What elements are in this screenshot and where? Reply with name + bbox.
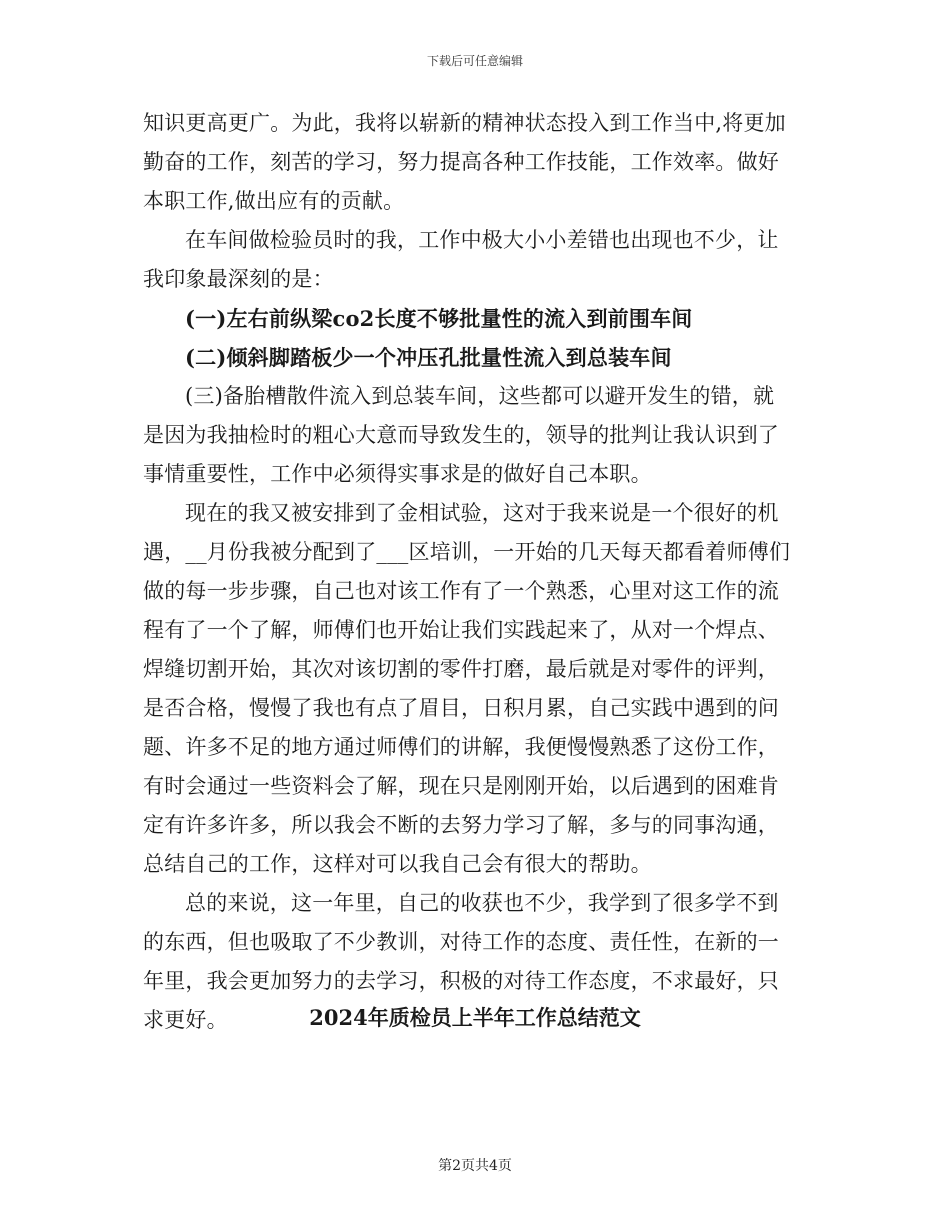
text-line: 勤奋的工作，刻苦的学习，努力提高各种工作技能，工作效率。做好 — [143, 150, 779, 174]
text-line: 本职工作,做出应有的贡献。 — [143, 189, 405, 213]
text-line: 知识更高更广。为此，我将以崭新的精神状态投入到工作当中,将更加 — [143, 111, 786, 135]
text-line: 总的来说，这一年里，自己的收获也不少，我学到了很多学不到 — [185, 891, 779, 915]
list-item-1 — [143, 299, 807, 338]
text-line: 是因为我抽检时的粗心大意而导致发生的，领导的批判让我认识到了 — [143, 423, 779, 447]
text-line: 的东西，但也吸取了不少教训，对待工作的态度、责任性，在新的一 — [143, 930, 779, 954]
text-line: 焊缝切割开始，其次对该切割的零件打磨，最后就是对零件的评判， — [143, 657, 779, 681]
text-line: 现在的我又被安排到了金相试验，这对于我来说是一个很好的机 — [185, 501, 779, 525]
page-header: 下载后可任意编辑 — [426, 54, 523, 68]
text-line: (三)备胎槽散件流入到总装车间，这些都可以避开发生的错，就 — [185, 384, 775, 408]
text-line: 定有许多许多，所以我会不断的去努力学习了解，多与的同事沟通， — [143, 813, 779, 837]
text-line: 题、许多不足的地方通过师傅们的讲解，我便慢慢熟悉了这份工作， — [143, 735, 779, 759]
text-line: 我印象最深刻的是： — [143, 267, 334, 291]
paragraph-3 — [143, 377, 807, 494]
text-line: 遇，__月份我被分配到了___区培训，一开始的几天每天都看着师傅们 — [143, 540, 791, 564]
text-line: (一)左右前纵梁co2长度不够批量性的流入到前围车间 — [185, 306, 693, 331]
text-line: 做的每一步步骤，自己也对该工作有了一个熟悉，心里对这工作的流 — [143, 579, 779, 603]
paragraph-1 — [143, 104, 807, 221]
list-item-2 — [143, 338, 807, 377]
text-line: 事情重要性，工作中必须得实事求是的做好自己本职。 — [143, 462, 652, 486]
section-title: 2024年质检员上半年工作总结范文 — [309, 1005, 641, 1030]
text-line: 年里，我会更加努力的去学习，积极的对待工作态度，不求最好，只 — [143, 969, 779, 993]
paragraph-2 — [143, 221, 807, 299]
text-line: 总结自己的工作，这样对可以我自己会有很大的帮助。 — [143, 852, 652, 876]
text-line: 程有了一个了解，师傅们也开始让我们实践起来了，从对一个焊点、 — [143, 618, 779, 642]
text-line: 求更好。 — [143, 1008, 228, 1032]
document-body — [143, 104, 807, 1040]
page-footer: 第2页共4页 — [438, 1158, 512, 1174]
text-line: (二)倾斜脚踏板少一个冲压孔批量性流入到总装车间 — [185, 345, 672, 370]
text-line: 有时会通过一些资料会了解，现在只是刚刚开始，以后遇到的困难肯 — [143, 774, 779, 798]
text-line: 是否合格，慢慢了我也有点了眉目，日积月累，自己实践中遇到的问 — [143, 696, 779, 720]
paragraph-4 — [143, 494, 807, 884]
text-line: 在车间做检验员时的我，工作中极大小小差错也出现也不少，让 — [185, 228, 779, 252]
